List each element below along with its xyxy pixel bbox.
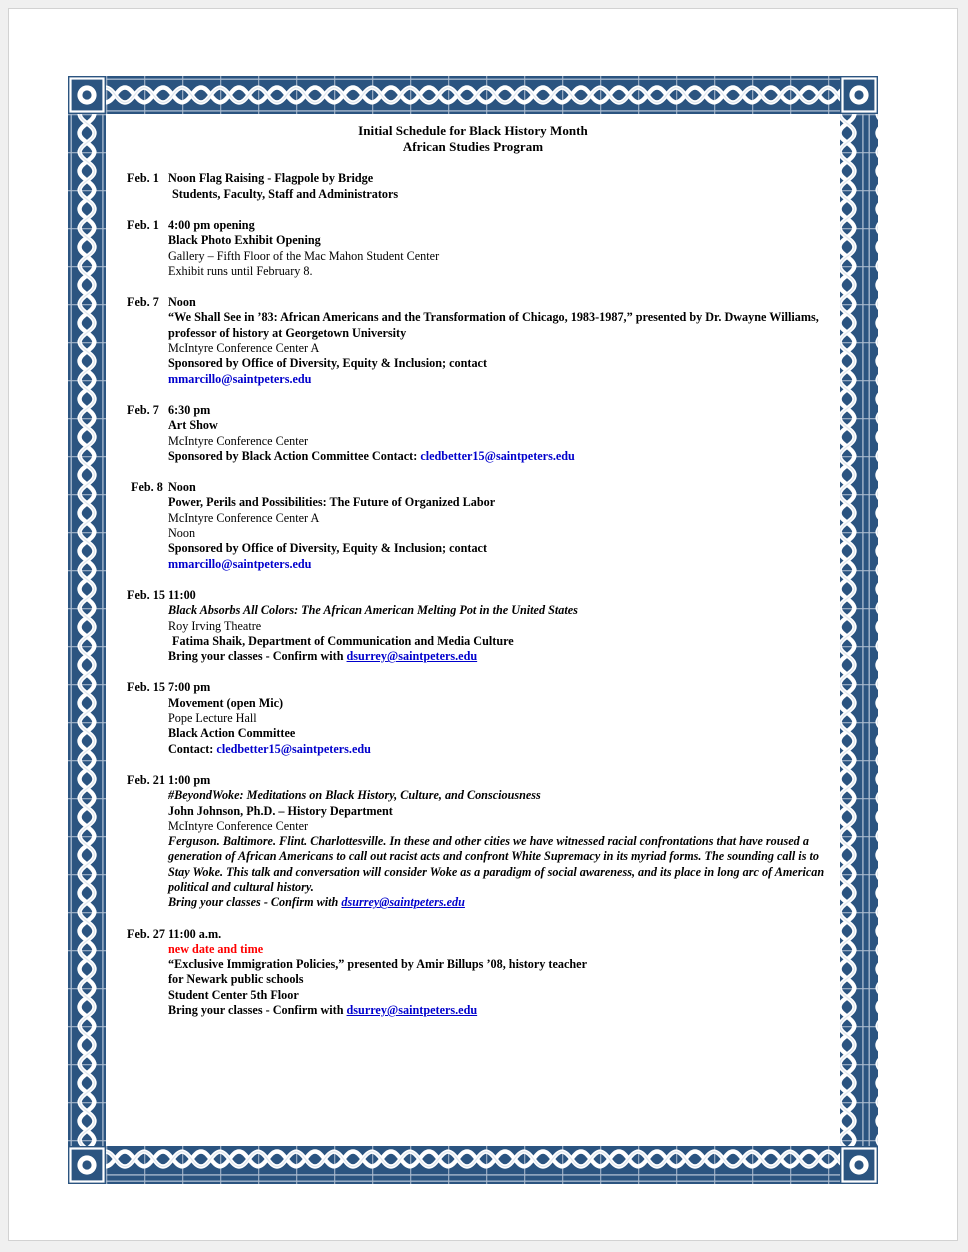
entry-date: Feb. 15 — [127, 680, 165, 695]
entry-line: Roy Irving Theatre — [168, 618, 262, 633]
entry-date: Feb. 15 — [127, 587, 165, 602]
entry-details — [168, 171, 836, 202]
entry-line: Noon — [168, 480, 196, 495]
entry-line: 1:00 pm — [168, 772, 211, 787]
entry-line: “We Shall See in ’83: African Americans and the Transformation of Chicago, 1983-1987,” presented by Dr. Dwayne Williams, professor of history at Georgetown University — [168, 310, 819, 340]
document-content — [106, 114, 840, 1146]
entry-line-text: Bring your classes - Confirm with — [168, 1003, 347, 1018]
page-subtitle: African Studies Program — [402, 139, 544, 155]
border-top — [106, 76, 840, 114]
corner-ornament-bottom-left — [68, 1146, 106, 1184]
entry-line: Power, Perils and Possibilities: The Future of Organized Labor — [168, 495, 496, 510]
entry-line: Noon Flag Raising - Flagpole by Bridge — [168, 171, 374, 186]
entry-line: McIntyre Conference Center A — [168, 510, 320, 525]
entry-details — [168, 403, 836, 464]
border-right — [840, 114, 878, 1146]
email-link[interactable]: mmarcillo@saintpeters.edu — [168, 371, 312, 386]
email-link-line — [168, 557, 836, 572]
entry-details — [168, 295, 836, 387]
corner-ornament-top-right — [840, 76, 878, 114]
schedule-list — [110, 171, 836, 1018]
schedule-entry — [110, 218, 836, 279]
entry-line: #BeyondWoke: Meditations on Black History, Culture, and Consciousness — [168, 788, 541, 803]
entry-line: Noon — [168, 526, 196, 541]
entry-line: Ferguson. Baltimore. Flint. Charlottesville. In these and other cities we have witnessed racial confrontations that have roused a generation of African Americans to call out racist acts and confront White Supremacy in its myriad forms. The sounding call is to Stay Woke. This talk and conversation will consider Woke as a paradigm of social awareness, and its place in long arc of American political and cultural history. — [168, 834, 825, 894]
schedule-entry — [110, 773, 836, 911]
schedule-entry — [110, 403, 836, 464]
email-link[interactable]: mmarcillo@saintpeters.edu — [168, 556, 312, 571]
email-link-line — [168, 372, 836, 387]
schedule-entry — [110, 680, 836, 756]
entry-date: Feb. 7 — [127, 402, 159, 417]
border-bottom — [106, 1146, 840, 1184]
schedule-entry — [110, 171, 836, 202]
entry-line: McIntyre Conference Center — [168, 433, 309, 448]
border-left — [68, 114, 106, 1146]
entry-line-text: Sponsored by Black Action Committee Contact: — [168, 448, 421, 463]
entry-line-with-link — [168, 1003, 836, 1018]
entry-date: Feb. 27 — [127, 926, 165, 941]
schedule-entry — [110, 480, 836, 572]
corner-ornament-bottom-right — [840, 1146, 878, 1184]
entry-line: Exhibit runs until February 8. — [168, 263, 313, 278]
entry-line: for Newark public schools — [168, 972, 304, 987]
entry-details — [168, 773, 836, 911]
entry-line: Black Action Committee — [168, 726, 296, 741]
entry-details — [168, 480, 836, 572]
entry-line: Fatima Shaik, Department of Communication and Media Culture — [172, 633, 514, 648]
entry-date: Feb. 1 — [127, 218, 159, 232]
entry-line: 11:00 a.m. — [168, 926, 222, 941]
entry-line: Sponsored by Office of Diversity, Equity & Inclusion; contact — [168, 541, 488, 556]
entry-line-text: Bring your classes - Confirm with — [168, 895, 342, 910]
entry-line: Sponsored by Office of Diversity, Equity & Inclusion; contact — [168, 356, 488, 371]
entry-line: Students, Faculty, Staff and Administrators — [172, 186, 399, 201]
entry-line: McIntyre Conference Center — [168, 818, 309, 833]
entry-line: John Johnson, Ph.D. – History Department — [168, 803, 393, 818]
entry-line-with-link — [168, 742, 836, 757]
entry-date: Feb. 7 — [127, 295, 159, 310]
entry-line: Pope Lecture Hall — [168, 711, 257, 726]
entry-line: 4:00 pm opening — [168, 218, 255, 232]
schedule-entry — [110, 295, 836, 387]
entry-alert-note: new date and time — [168, 941, 264, 956]
schedule-entry — [110, 927, 836, 1019]
entry-line-with-link — [168, 449, 836, 464]
entry-details — [168, 588, 836, 664]
entry-line: McIntyre Conference Center A — [168, 341, 320, 356]
email-link[interactable]: cledbetter15@saintpeters.edu — [216, 741, 371, 756]
entry-line: “Exclusive Immigration Policies,” presented by Amir Billups ’08, history teacher — [168, 957, 587, 972]
email-link[interactable]: dsurrey@saintpeters.edu — [341, 895, 465, 910]
entry-line: Art Show — [168, 418, 218, 433]
document-page — [8, 8, 958, 1241]
entry-line-with-link — [168, 649, 836, 664]
entry-details — [168, 218, 836, 279]
entry-line: Black Absorbs All Colors: The African American Melting Pot in the United States — [168, 603, 578, 618]
entry-line: 11:00 — [168, 587, 196, 602]
email-link[interactable]: dsurrey@saintpeters.edu — [346, 649, 478, 664]
entry-line: Movement (open Mic) — [168, 695, 284, 710]
schedule-entry — [110, 588, 836, 664]
email-link[interactable]: dsurrey@saintpeters.edu — [346, 1003, 478, 1018]
entry-details — [168, 927, 836, 1019]
corner-ornament-top-left — [68, 76, 106, 114]
entry-line: Black Photo Exhibit Opening — [168, 233, 321, 248]
entry-details — [168, 680, 836, 756]
entry-line: 7:00 pm — [168, 680, 211, 695]
entry-line-text: Bring your classes - Confirm with — [168, 649, 347, 664]
entry-line: 6:30 pm — [168, 402, 211, 417]
entry-date: Feb. 21 — [127, 772, 165, 787]
entry-line: Gallery – Fifth Floor of the Mac Mahon Student Center — [168, 248, 440, 263]
entry-line-with-link — [168, 895, 836, 910]
page-title: Initial Schedule for Black History Month — [358, 123, 588, 138]
email-link[interactable]: cledbetter15@saintpeters.edu — [420, 448, 575, 463]
entry-date: Feb. 1 — [127, 171, 159, 186]
entry-line: Noon — [168, 295, 196, 310]
entry-line-text: Contact: — [168, 741, 217, 756]
entry-line: Student Center 5th Floor — [168, 987, 299, 1002]
entry-date: Feb. 8 — [131, 480, 163, 495]
